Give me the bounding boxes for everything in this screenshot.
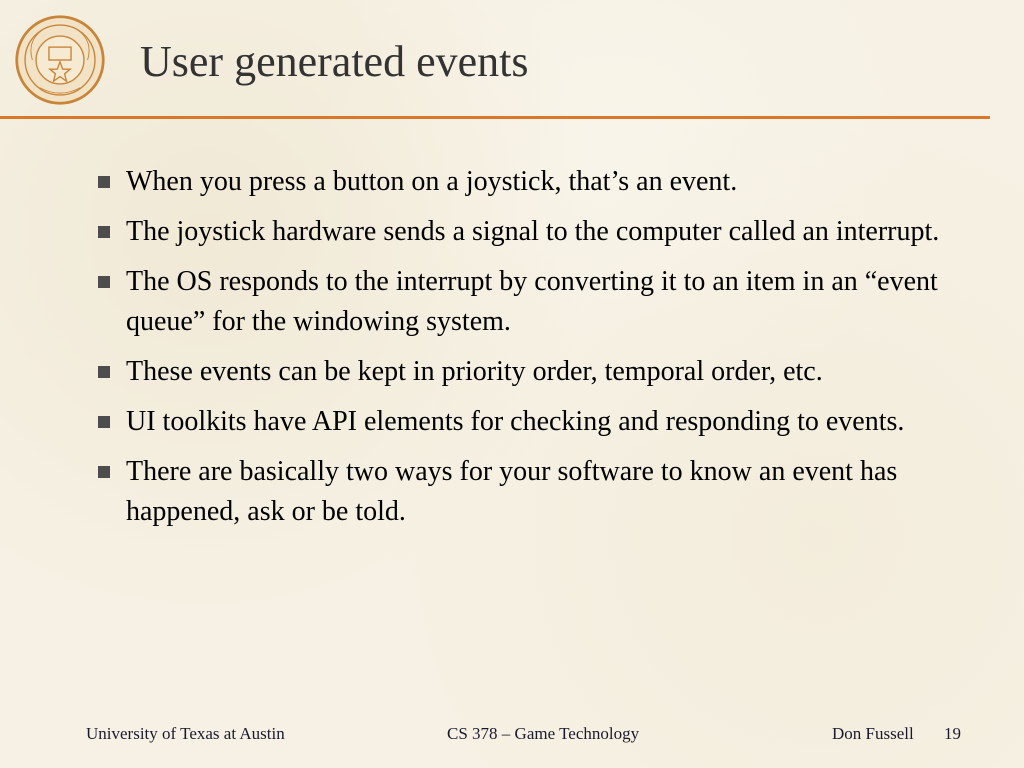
square-bullet-icon bbox=[98, 416, 110, 428]
bullet-item bbox=[96, 452, 956, 532]
university-seal-icon bbox=[14, 14, 106, 106]
title-divider bbox=[0, 116, 990, 119]
bullet-item bbox=[96, 402, 956, 442]
bullet-text: There are basically two ways for your software to know an event has happened, ask or be told. bbox=[126, 456, 898, 527]
slide-title: User generated events bbox=[140, 37, 529, 86]
page-number: 19 bbox=[944, 724, 961, 743]
bullet-list bbox=[96, 162, 956, 542]
bullet-item bbox=[96, 262, 956, 342]
square-bullet-icon bbox=[98, 366, 110, 378]
square-bullet-icon bbox=[98, 466, 110, 478]
footer-author: Don Fussell bbox=[832, 724, 914, 743]
footer-course: CS 378 – Game Technology bbox=[447, 724, 640, 743]
bullet-text: The OS responds to the interrupt by converting it to an item in an “event queue” for the windowing system. bbox=[126, 266, 938, 337]
bullet-text: These events can be kept in priority order, temporal order, etc. bbox=[126, 356, 823, 387]
square-bullet-icon bbox=[98, 176, 110, 188]
bullet-item bbox=[96, 162, 956, 202]
bullet-item bbox=[96, 352, 956, 392]
bullet-text: When you press a button on a joystick, that’s an event. bbox=[126, 166, 738, 197]
bullet-item bbox=[96, 212, 956, 252]
bullet-text: The joystick hardware sends a signal to the computer called an interrupt. bbox=[126, 216, 940, 247]
footer-institution: University of Texas at Austin bbox=[86, 724, 285, 743]
slide-footer bbox=[0, 724, 1024, 748]
square-bullet-icon bbox=[98, 276, 110, 288]
bullet-text: UI toolkits have API elements for checking and responding to events. bbox=[126, 406, 905, 437]
square-bullet-icon bbox=[98, 226, 110, 238]
